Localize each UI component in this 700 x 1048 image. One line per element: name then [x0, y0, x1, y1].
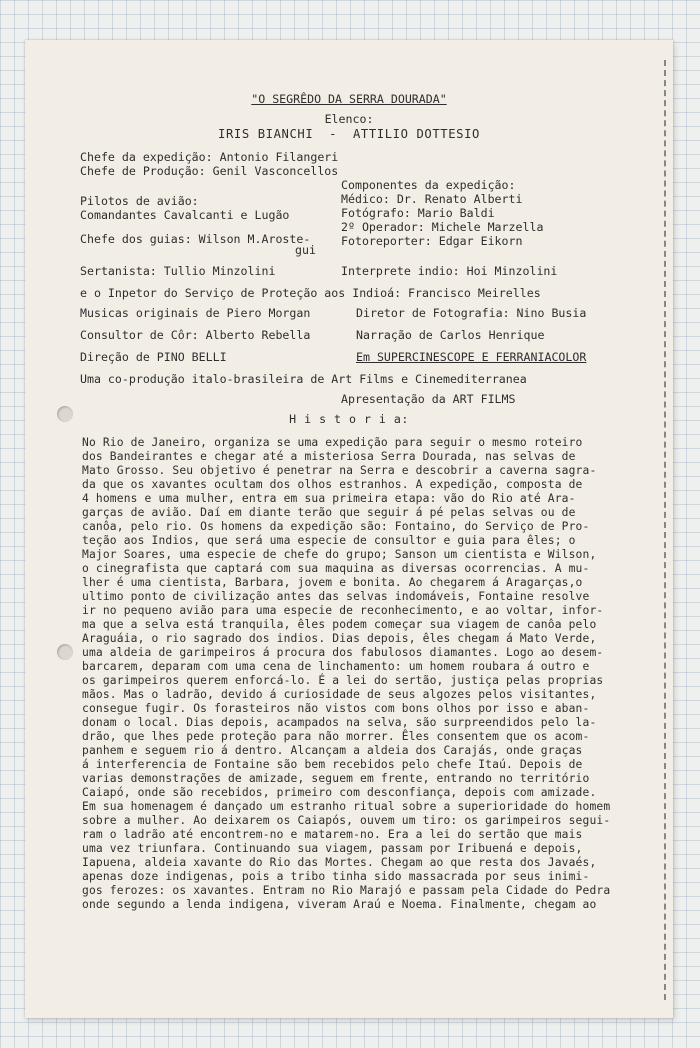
- story-line: mãos. Mas o ladrão, devido á curiosidade de seus algozes pelos visitantes,: [82, 688, 597, 701]
- credit-guide-chief-cont: gui: [295, 243, 316, 257]
- story-line: panhem e seguem rio á dentro. Alcançam a aldeia dos Carajás, onde graças: [82, 744, 583, 757]
- story-line: drão, que lhes pede proteção para não morrer. Êles consentem que os acom-: [82, 730, 590, 743]
- story-line: Major Soares, uma especie de chefe do grupo; Sanson um cientista e Wilson,: [82, 548, 597, 561]
- credit-color-consultant: Consultor de Côr: Alberto Rebella: [80, 328, 311, 342]
- story-line: o cinegrafista que captará com sua maquina as diversas ocorrencias. A mu-: [82, 562, 590, 575]
- credit-interpreter: Interprete indio: Hoi Minzolini: [341, 264, 558, 278]
- story-line: 4 homens e uma mulher, entra em sua primeira etapa: vão do Rio até Ara-: [82, 492, 576, 505]
- document-title: "O SEGRÊDO DA SERRA DOURADA": [251, 92, 447, 106]
- credit-components-label: Componentes da expedição:: [341, 178, 516, 192]
- story-line: da que os xavantes ocultam dos olhos estranhos. A expedição, composta de: [82, 478, 583, 491]
- document-page: [25, 40, 673, 1018]
- story-line: gos ferozes: os xavantes. Entram no Rio Marajó e passam pela Cidade do Pedra: [82, 884, 611, 897]
- story-line: barcarem, deparam com uma cena de linchamento: um homem roubara á outro e: [82, 660, 590, 673]
- story-line: ram o ladrão até encontrem-no e matarem-no. Era a lei do sertão que mais: [82, 828, 583, 841]
- credit-format: Em SUPERCINESCOPE E FERRANIACOLOR: [356, 350, 587, 364]
- story-line: uma vez triunfara. Continuando sua viagem, passam por Iribuená e depois,: [82, 842, 583, 855]
- credit-production-chief: Chefe de Produção: Genil Vasconcellos: [80, 164, 339, 178]
- credit-pilots: Comandantes Cavalcanti e Lugão: [80, 208, 290, 222]
- story-line: garças de avião. Daí em diante terão que seguir á pé pelas selvas ou de: [82, 506, 576, 519]
- credit-expedition-chief: Chefe da expedição: Antonio Filangeri: [80, 150, 339, 164]
- story-line: Mato Grosso. Seu objetivo é penetrar na Serra e descobrir a caverna sagra-: [82, 464, 597, 477]
- story-line: uma aldeia de garimpeiros á procura dos fabulosos diamantes. Logo ao desem-: [82, 646, 604, 659]
- credit-direction: Direção de PINO BELLI: [80, 350, 227, 364]
- story-line: Araguáia, o rio sagrado dos indios. Dias depois, êles chegam á Mato Verde,: [82, 632, 597, 645]
- story-line: donam o local. Dias depois, acampados na selva, são surpreendidos pelo la-: [82, 716, 597, 729]
- story-line: Em sua homenagem é dançado um estranho ritual sobre a superioridade do homem: [82, 800, 611, 813]
- credit-operator: 2º Operador: Michele Marzella: [341, 220, 544, 234]
- story-line: dos Bandeirantes e chegar até a misteriosa Serra Dourada, nas selvas de: [82, 450, 576, 463]
- story-line: consegue fugir. Os forasteiros não vistos com bons olhos por isso e aban-: [82, 702, 590, 715]
- credit-photographer: Fotógrafo: Mario Baldi: [341, 206, 495, 220]
- credit-narration: Narração de Carlos Henrique: [356, 328, 545, 342]
- story-line: sobre a mulher. Ao deixarem os Caiapós, ouvem um tiro: os garimpeiros segui-: [82, 814, 611, 827]
- story-line: á interferencia de Fontaine são bem recebidos pelo chefe Itaú. Depois de: [82, 758, 583, 771]
- story-line: teção aos Indios, que será uma especie de consultor e guia para êles; o: [82, 534, 576, 547]
- story-line: Caiapó, onde são recebidos, primeiro com desconfiança, depois com amizade.: [82, 786, 597, 799]
- punch-hole: [57, 644, 73, 660]
- credit-medic: Médico: Dr. Renato Alberti: [341, 192, 523, 206]
- credit-music: Musicas originais de Piero Morgan: [80, 306, 311, 320]
- story-line: canôa, pelo rio. Os homens da expedição são: Fontaino, do Serviço de Pro-: [82, 520, 590, 533]
- torn-edge: [662, 60, 666, 1000]
- cast-names: IRIS BIANCHI - ATTILIO DOTTESIO: [218, 127, 480, 141]
- credit-photo-director: Diretor de Fotografia: Nino Busia: [356, 306, 587, 320]
- coproduction-line: Uma co-produção italo-brasileira de Art Films e Cinemediterranea: [80, 372, 527, 386]
- story-line: ultimo ponto de civilização antes das selvas indomáveis, Fontaine resolve: [82, 590, 590, 603]
- story-line: ma que a selva está tranquila, êles podem começar sua viagem de canôa pelo: [82, 618, 597, 631]
- credit-guide-chief: Chefe dos guias: Wilson M.Aroste-: [80, 232, 311, 246]
- story-line: varias demonstrações de amizade, seguem em frente, entrando no território: [82, 772, 590, 785]
- credit-sertanista: Sertanista: Tullio Minzolini: [80, 264, 276, 278]
- story-line: Iapuena, aldeia xavante do Rio das Mortes. Chegam ao que resta dos Javaés,: [82, 856, 597, 869]
- credit-pilots-label: Pilotos de avião:: [80, 194, 199, 208]
- presentation-line: Apresentação da ART FILMS: [341, 392, 516, 406]
- story-line: apenas doze indigenas, pois a tribo tinha sido massacrada por seus inimi-: [82, 870, 590, 883]
- credit-inspector: e o Inpetor do Serviço de Proteção aos Indioá: Francisco Meirelles: [80, 286, 541, 300]
- story-line: onde segundo a lenda indigena, viveram Araú e Noema. Finalmente, chegam ao: [82, 898, 597, 911]
- story-line: os garimpeiros querem enforcá-lo. É a lei do sertão, justiça pelas proprias: [82, 674, 604, 687]
- credit-photoreporter: Fotoreporter: Edgar Eikorn: [341, 234, 523, 248]
- historia-heading: H i s t o r i a:: [289, 412, 409, 426]
- story-line: No Rio de Janeiro, organiza se uma expedição para seguir o mesmo roteiro: [82, 436, 583, 449]
- cast-label: Elenco:: [324, 112, 374, 126]
- story-line: lher é uma cientista, Barbara, jovem e bonita. Ao chegarem á Aragarças,o: [82, 576, 583, 589]
- story-line: ir no pequeno avião para uma especie de reconhecimento, e ao voltar, infor-: [82, 604, 604, 617]
